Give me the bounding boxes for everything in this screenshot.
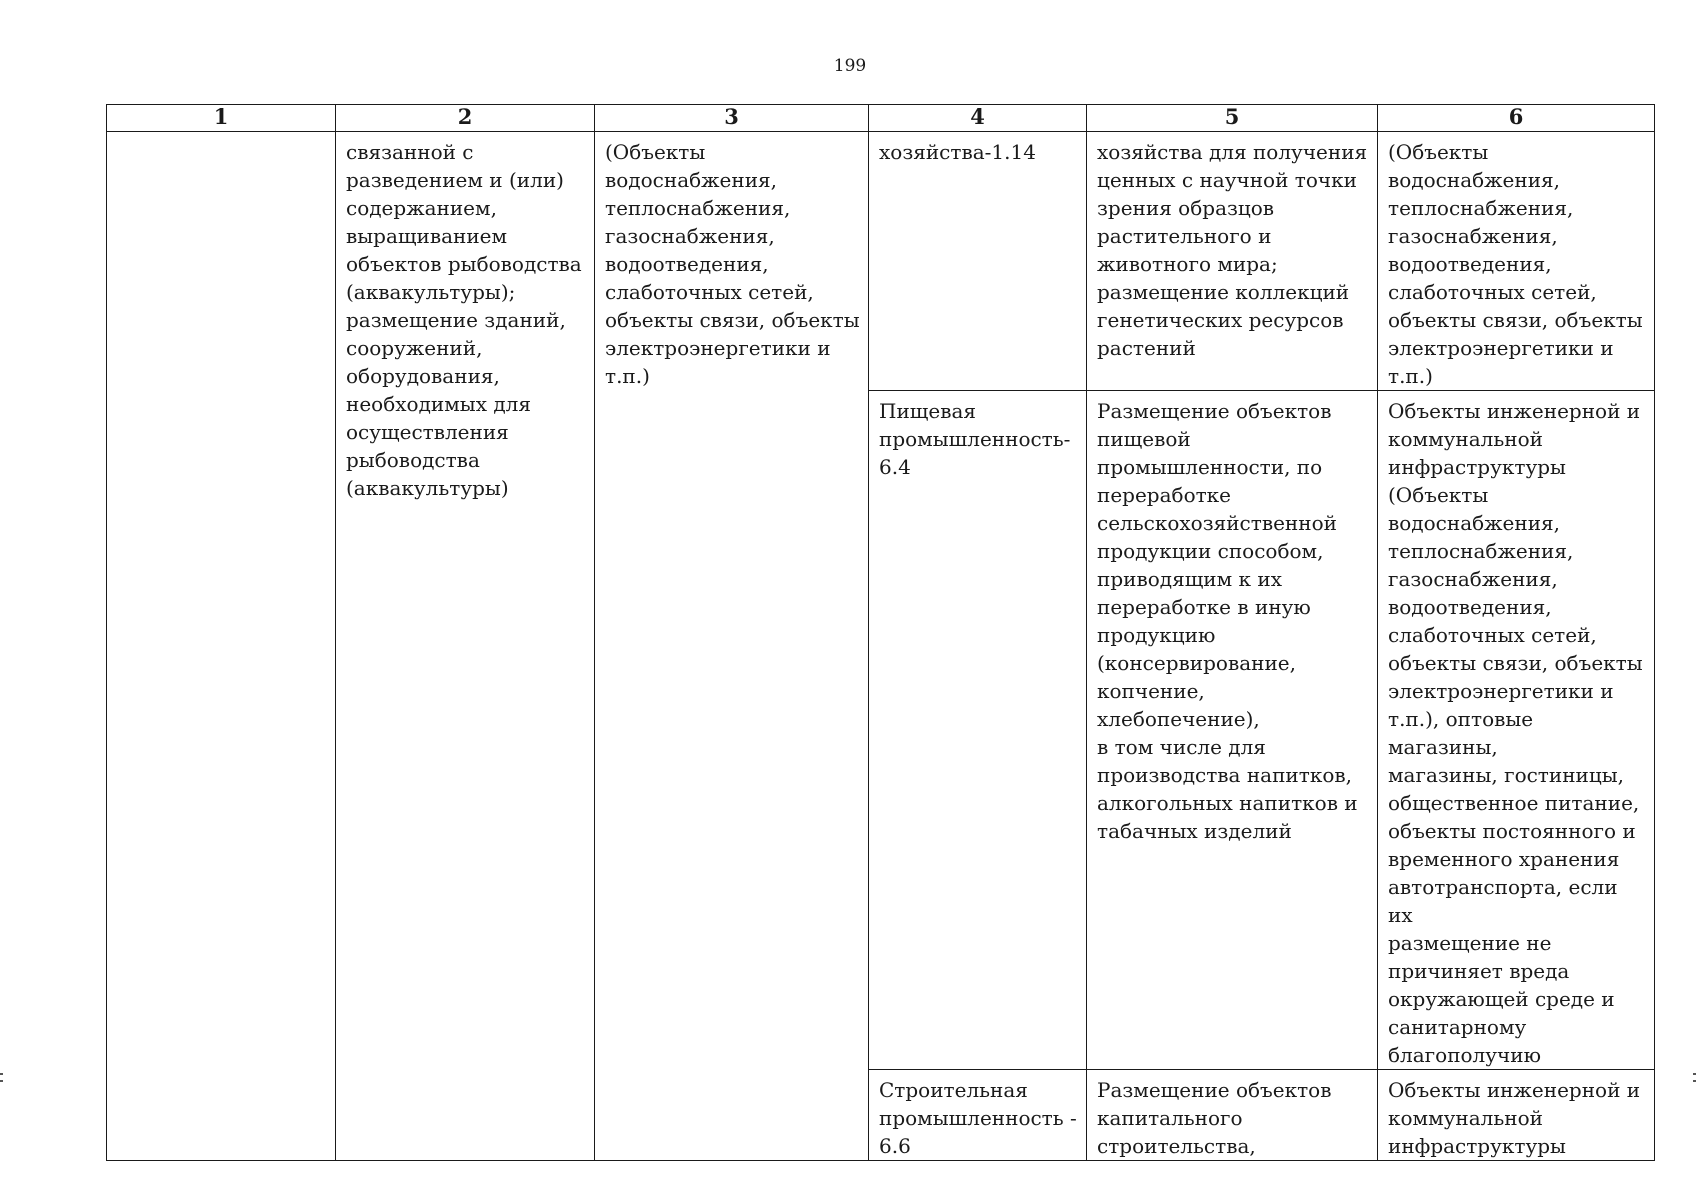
col5-text: Размещение объектов капитального строительства, <box>1097 1078 1332 1158</box>
table-row <box>107 132 1655 391</box>
cell-col5 <box>1087 1070 1378 1161</box>
cell-col6 <box>1378 1070 1655 1161</box>
col6-text: Объекты инженерной и коммунальной инфраструктуры <box>1388 1078 1641 1158</box>
header-cell-5: 5 <box>1087 105 1378 132</box>
scan-mark-left <box>0 1080 3 1082</box>
cell-col2 <box>336 132 595 1161</box>
col5-text: хозяйства для получения ценных с научной точки зрения образцов растительного и животного мира; размещение коллекций генетических ресурсов растений <box>1097 140 1368 360</box>
cell-col5 <box>1087 391 1378 1070</box>
cell-col4 <box>869 1070 1087 1161</box>
header-cell-2: 2 <box>336 105 595 132</box>
cell-col4 <box>869 391 1087 1070</box>
header-cell-6: 6 <box>1378 105 1655 132</box>
col6-text: (Объекты водоснабжения, теплоснабжения, газоснабжения, водоотведения, слаботочных сетей, объекты связи, объекты электроэнергетики и т.п.) <box>1388 140 1643 388</box>
cell-col6 <box>1378 132 1655 391</box>
cell-col3 <box>595 132 869 1161</box>
page-number: 199 <box>833 56 867 76</box>
col2-text: связанной с разведением и (или) содержанием, выращиванием объектов рыбоводства (аквакультуры); размещение зданий, сооружений, оборудования, необходимых для осуществления рыбоводства (аквакультуры) <box>346 140 582 500</box>
header-cell-4: 4 <box>869 105 1087 132</box>
col4-text: хозяйства-1.14 <box>879 140 1036 164</box>
cell-col1 <box>107 132 336 1161</box>
scan-mark-left <box>0 1073 3 1075</box>
col6-text: Объекты инженерной и коммунальной инфраструктуры (Объекты водоснабжения, теплоснабжения, газоснабжения, водоотведения, слаботочных сетей, объекты связи, объекты электроэнергетики и т.п.), оптовые магазины, магазины, гостиницы, общественное питание, объекты постоянного и временного хранения автотранспорта, если их размещение не причиняет вреда окружающей среде и санитарному благополучию <box>1388 399 1643 1067</box>
scan-mark-right <box>1693 1080 1696 1082</box>
cell-col5 <box>1087 132 1378 391</box>
land-use-table <box>106 104 1655 1161</box>
header-cell-1: 1 <box>107 105 336 132</box>
col4-text: Строительная промышленность - 6.6 <box>879 1078 1077 1158</box>
col3-text: (Объекты водоснабжения, теплоснабжения, газоснабжения, водоотведения, слаботочных сетей, объекты связи, объекты электроэнергетики и т.п.) <box>605 140 860 388</box>
header-row <box>107 105 1655 132</box>
cell-col6 <box>1378 391 1655 1070</box>
cell-col4 <box>869 132 1087 391</box>
col4-text: Пищевая промышленность- 6.4 <box>879 399 1071 479</box>
scan-mark-right <box>1693 1073 1696 1075</box>
col5-text: Размещение объектов пищевой промышленности, по переработке сельскохозяйственной продукции способом, приводящим к их переработке в иную продукцию (консервирование, копчение, хлебопечение), в том числе для производства напитков, алкогольных напитков и табачных изделий <box>1097 399 1358 843</box>
header-cell-3: 3 <box>595 105 869 132</box>
